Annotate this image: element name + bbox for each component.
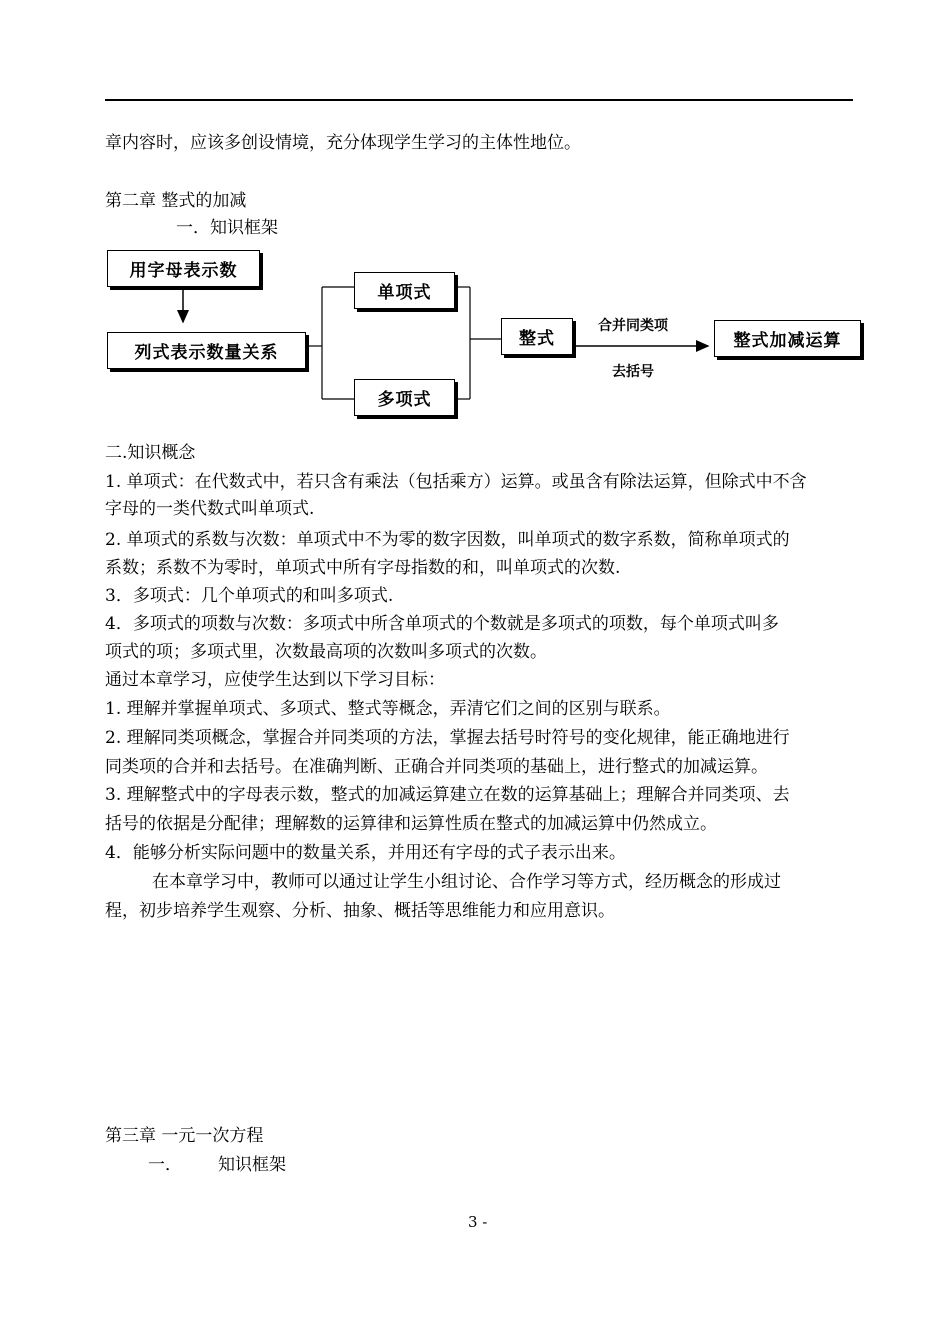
body-line: 1. 单项式：在代数式中，若只含有乘法（包括乘方）运算。或虽含有除法运算，但除式中不含	[105, 472, 807, 492]
body-line: 系数；系数不为零时，单项式中所有字母指数的和，叫单项式的次数.	[105, 558, 621, 578]
chapter3-title: 第三章 一元一次方程	[105, 1126, 264, 1146]
body-line: 3．多项式：几个单项式的和叫多项式.	[105, 586, 394, 606]
body-line: 2. 理解同类项概念，掌握合并同类项的方法，掌握去括号时符号的变化规律，能正确地进行	[105, 728, 790, 748]
body-line: 字母的一类代数式叫单项式.	[105, 499, 315, 519]
body-line: 程，初步培养学生观察、分析、抽象、概括等思维能力和应用意识。	[105, 901, 615, 921]
chapter3-section1-number: 一．	[148, 1155, 182, 1175]
body-line: 括号的依据是分配律；理解数的运算律和运算性质在整式的加减运算中仍然成立。	[105, 814, 717, 834]
body-line: 1. 理解并掌握单项式、多项式、整式等概念，弄清它们之间的区别与联系。	[105, 699, 671, 719]
body-line: 项式的项；多项式里，次数最高项的次数叫多项式的次数。	[105, 642, 547, 662]
chapter2-title: 第二章 整式的加减	[105, 191, 247, 211]
chapter2-section2-heading: 二.知识概念	[105, 443, 196, 463]
body-line: 通过本章学习，应使学生达到以下学习目标：	[105, 670, 445, 690]
body-line: 2. 单项式的系数与次数：单项式中不为零的数字因数，叫单项式的数字系数，简称单项式的	[105, 530, 790, 550]
box-integral-add-subtract: 整式加减运算	[714, 320, 861, 357]
body-line: 3. 理解整式中的字母表示数，整式的加减运算建立在数的运算基础上；理解合并同类项、去	[105, 785, 790, 805]
label-combine-like-terms: 合并同类项	[598, 318, 668, 334]
body-line: 在本章学习中，教师可以通过让学生小组讨论、合作学习等方式，经历概念的形成过	[152, 872, 781, 892]
page-number: 3 -	[468, 1213, 488, 1231]
chapter3-section1-text: 知识框架	[218, 1155, 286, 1175]
box-expressions-quantity-relations: 列式表示数量关系	[107, 332, 306, 369]
diagram-connectors	[0, 0, 950, 440]
label-remove-brackets: 去括号	[612, 364, 654, 380]
chapter2-section1-heading: 一．知识框架	[176, 218, 278, 238]
body-line: 4．多项式的项数与次数：多项式中所含单项式的个数就是多项式的项数，每个单项式叫多	[105, 614, 779, 634]
box-polynomial: 多项式	[354, 379, 455, 416]
box-monomial: 单项式	[354, 272, 455, 309]
box-integral-expression: 整式	[501, 318, 573, 355]
body-line: 4．能够分析实际问题中的数量关系，并用还有字母的式子表示出来。	[105, 843, 626, 863]
box-letters-represent-numbers: 用字母表示数	[107, 250, 260, 287]
intro-line: 章内容时，应该多创设情境，充分体现学生学习的主体性地位。	[105, 133, 581, 153]
body-line: 同类项的合并和去括号。在准确判断、正确合并同类项的基础上，进行整式的加减运算。	[105, 757, 768, 777]
